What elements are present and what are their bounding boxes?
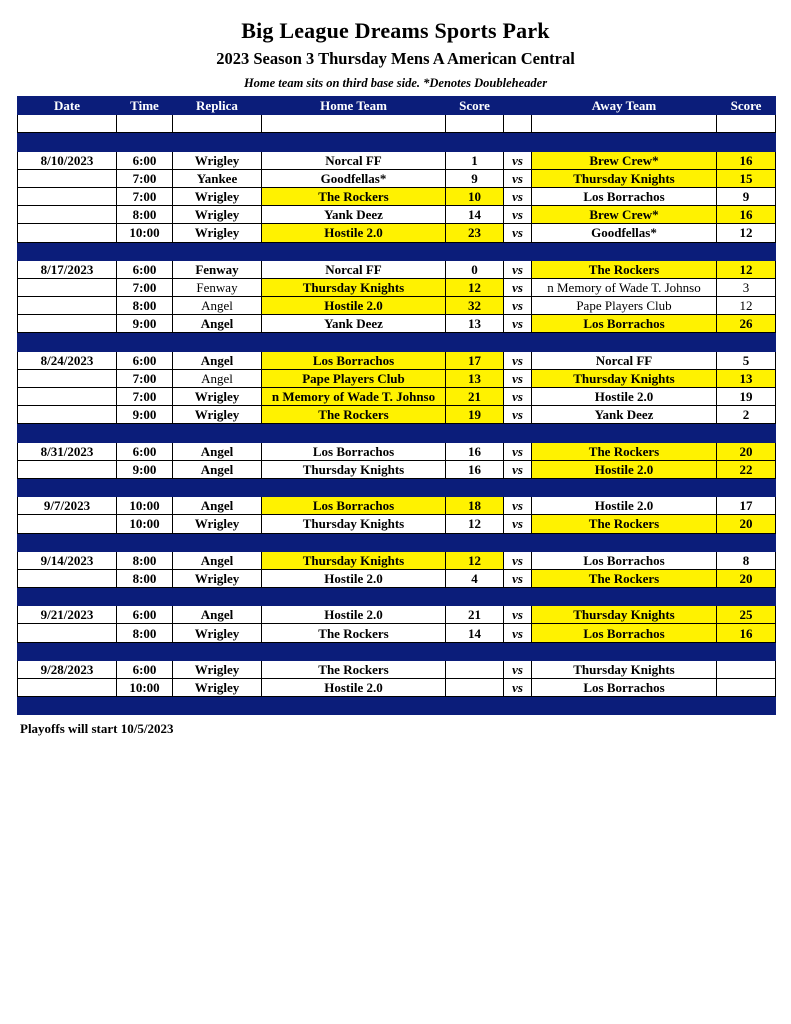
away-score: 15: [717, 169, 776, 187]
game-replica: Angel: [173, 351, 262, 369]
game-date: 8/31/2023: [18, 442, 117, 460]
away-score: 16: [717, 206, 776, 224]
away-score: 20: [717, 569, 776, 587]
away-team: Goodfellas*: [532, 224, 717, 242]
vs-label: vs: [504, 606, 532, 624]
separator-row: [18, 588, 776, 606]
game-row: [18, 497, 776, 515]
game-time: 6:00: [117, 151, 173, 169]
home-score: 21: [446, 606, 504, 624]
vs-label: vs: [504, 660, 532, 678]
away-team: Thursday Knights: [532, 169, 717, 187]
away-score: [717, 679, 776, 697]
game-row: [18, 460, 776, 478]
game-row: [18, 151, 776, 169]
game-date-empty: [18, 369, 117, 387]
game-time: 8:00: [117, 551, 173, 569]
home-team: Pape Players Club: [262, 369, 446, 387]
header-home-score: Score: [446, 97, 504, 115]
separator-row: [18, 424, 776, 442]
home-team: Yank Deez: [262, 206, 446, 224]
game-time: 6:00: [117, 660, 173, 678]
game-replica: Wrigley: [173, 624, 262, 642]
home-score: 12: [446, 515, 504, 533]
game-date: 9/21/2023: [18, 606, 117, 624]
away-team: Brew Crew*: [532, 151, 717, 169]
game-date: 9/28/2023: [18, 660, 117, 678]
game-replica: Wrigley: [173, 660, 262, 678]
home-score: 18: [446, 497, 504, 515]
vs-label: vs: [504, 388, 532, 406]
away-score: 2: [717, 406, 776, 424]
home-score: [446, 679, 504, 697]
away-team: Los Borrachos: [532, 187, 717, 205]
game-time: 10:00: [117, 224, 173, 242]
game-row: [18, 169, 776, 187]
away-score: 16: [717, 151, 776, 169]
home-team: The Rockers: [262, 187, 446, 205]
away-team: Norcal FF: [532, 351, 717, 369]
game-date-empty: [18, 278, 117, 296]
home-team: n Memory of Wade T. Johnso: [262, 388, 446, 406]
vs-label: vs: [504, 260, 532, 278]
home-score: 12: [446, 278, 504, 296]
vs-label: vs: [504, 515, 532, 533]
game-replica: Fenway: [173, 260, 262, 278]
home-team: Goodfellas*: [262, 169, 446, 187]
home-team: Thursday Knights: [262, 278, 446, 296]
home-team: Thursday Knights: [262, 460, 446, 478]
header-home-team: Home Team: [262, 97, 446, 115]
game-date-empty: [18, 460, 117, 478]
game-date: 9/7/2023: [18, 497, 117, 515]
game-replica: Wrigley: [173, 515, 262, 533]
game-time: 6:00: [117, 442, 173, 460]
away-team: Yank Deez: [532, 406, 717, 424]
game-replica: Wrigley: [173, 569, 262, 587]
separator-row: [18, 478, 776, 496]
game-replica: Wrigley: [173, 206, 262, 224]
home-score: 32: [446, 297, 504, 315]
vs-label: vs: [504, 406, 532, 424]
home-team: The Rockers: [262, 406, 446, 424]
home-score: [446, 660, 504, 678]
home-team: Hostile 2.0: [262, 606, 446, 624]
game-date-empty: [18, 224, 117, 242]
away-team: n Memory of Wade T. Johnso: [532, 278, 717, 296]
game-date: 9/14/2023: [18, 551, 117, 569]
away-score: 12: [717, 260, 776, 278]
game-row: [18, 278, 776, 296]
away-score: 3: [717, 278, 776, 296]
game-time: 7:00: [117, 278, 173, 296]
header-date: Date: [18, 97, 117, 115]
home-score: 9: [446, 169, 504, 187]
game-time: 6:00: [117, 606, 173, 624]
game-replica: Wrigley: [173, 151, 262, 169]
vs-label: vs: [504, 497, 532, 515]
game-replica: Angel: [173, 606, 262, 624]
schedule-table: [17, 96, 776, 715]
away-score: 19: [717, 388, 776, 406]
game-replica: Angel: [173, 369, 262, 387]
home-score: 17: [446, 351, 504, 369]
game-date: 8/10/2023: [18, 151, 117, 169]
home-team: Los Borrachos: [262, 442, 446, 460]
page-subtitle: 2023 Season 3 Thursday Mens A American Central: [216, 49, 575, 68]
away-score: 17: [717, 497, 776, 515]
header-away-team: Away Team: [532, 97, 717, 115]
game-row: [18, 442, 776, 460]
separator-row: [18, 133, 776, 151]
home-score: 19: [446, 406, 504, 424]
game-date-empty: [18, 624, 117, 642]
game-time: 10:00: [117, 679, 173, 697]
home-score: 13: [446, 315, 504, 333]
game-row: [18, 351, 776, 369]
away-score: 16: [717, 624, 776, 642]
page-title: Big League Dreams Sports Park: [241, 18, 550, 43]
game-row: [18, 406, 776, 424]
home-score: 21: [446, 388, 504, 406]
game-time: 8:00: [117, 569, 173, 587]
blank-row: [18, 115, 776, 133]
away-team: Thursday Knights: [532, 660, 717, 678]
game-date-empty: [18, 206, 117, 224]
game-row: [18, 606, 776, 624]
home-score: 14: [446, 206, 504, 224]
game-replica: Wrigley: [173, 406, 262, 424]
game-date-empty: [18, 388, 117, 406]
game-replica: Wrigley: [173, 187, 262, 205]
game-time: 9:00: [117, 460, 173, 478]
header-away-score: Score: [717, 97, 776, 115]
home-team: Norcal FF: [262, 260, 446, 278]
game-time: 7:00: [117, 169, 173, 187]
away-team: Los Borrachos: [532, 624, 717, 642]
game-row: [18, 569, 776, 587]
game-replica: Wrigley: [173, 224, 262, 242]
game-replica: Angel: [173, 315, 262, 333]
separator-row: [18, 642, 776, 660]
home-score: 4: [446, 569, 504, 587]
away-team: Los Borrachos: [532, 551, 717, 569]
away-score: 5: [717, 351, 776, 369]
game-row: [18, 206, 776, 224]
vs-label: vs: [504, 169, 532, 187]
away-team: Thursday Knights: [532, 369, 717, 387]
game-date-empty: [18, 569, 117, 587]
home-team: Hostile 2.0: [262, 569, 446, 587]
schedule-note: Home team sits on third base side. *Denotes Doubleheader: [243, 76, 548, 90]
vs-label: vs: [504, 187, 532, 205]
game-replica: Angel: [173, 442, 262, 460]
home-team: Hostile 2.0: [262, 679, 446, 697]
game-time: 6:00: [117, 260, 173, 278]
home-team: Los Borrachos: [262, 351, 446, 369]
home-team: Los Borrachos: [262, 497, 446, 515]
home-score: 23: [446, 224, 504, 242]
game-time: 6:00: [117, 351, 173, 369]
game-date-empty: [18, 297, 117, 315]
home-team: The Rockers: [262, 624, 446, 642]
home-score: 16: [446, 460, 504, 478]
away-score: 12: [717, 297, 776, 315]
away-team: Hostile 2.0: [532, 497, 717, 515]
home-team: Yank Deez: [262, 315, 446, 333]
vs-label: vs: [504, 351, 532, 369]
game-row: [18, 260, 776, 278]
home-team: The Rockers: [262, 660, 446, 678]
home-score: 13: [446, 369, 504, 387]
game-time: 10:00: [117, 497, 173, 515]
game-date-empty: [18, 187, 117, 205]
game-row: [18, 297, 776, 315]
game-time: 7:00: [117, 369, 173, 387]
game-replica: Wrigley: [173, 679, 262, 697]
away-team: Hostile 2.0: [532, 388, 717, 406]
game-date-empty: [18, 679, 117, 697]
game-row: [18, 515, 776, 533]
game-row: [18, 187, 776, 205]
game-time: 9:00: [117, 315, 173, 333]
vs-label: vs: [504, 315, 532, 333]
away-team: The Rockers: [532, 515, 717, 533]
home-score: 0: [446, 260, 504, 278]
game-replica: Fenway: [173, 278, 262, 296]
game-row: [18, 551, 776, 569]
separator-row: [18, 697, 776, 715]
away-score: 25: [717, 606, 776, 624]
game-replica: Angel: [173, 551, 262, 569]
game-time: 9:00: [117, 406, 173, 424]
away-team: Pape Players Club: [532, 297, 717, 315]
away-team: The Rockers: [532, 442, 717, 460]
vs-label: vs: [504, 151, 532, 169]
vs-label: vs: [504, 224, 532, 242]
header-time: Time: [117, 97, 173, 115]
game-replica: Yankee: [173, 169, 262, 187]
vs-label: vs: [504, 297, 532, 315]
home-score: 10: [446, 187, 504, 205]
table-header-row: [18, 97, 776, 115]
away-score: [717, 660, 776, 678]
separator-row: [18, 242, 776, 260]
home-score: 14: [446, 624, 504, 642]
game-date: 8/24/2023: [18, 351, 117, 369]
game-replica: Angel: [173, 460, 262, 478]
game-date-empty: [18, 315, 117, 333]
vs-label: vs: [504, 569, 532, 587]
game-time: 8:00: [117, 624, 173, 642]
away-score: 22: [717, 460, 776, 478]
away-score: 9: [717, 187, 776, 205]
away-score: 8: [717, 551, 776, 569]
vs-label: vs: [504, 679, 532, 697]
game-row: [18, 624, 776, 642]
away-score: 12: [717, 224, 776, 242]
away-score: 13: [717, 369, 776, 387]
home-team: Norcal FF: [262, 151, 446, 169]
home-score: 12: [446, 551, 504, 569]
vs-label: vs: [504, 278, 532, 296]
away-team: Hostile 2.0: [532, 460, 717, 478]
home-score: 1: [446, 151, 504, 169]
game-replica: Angel: [173, 297, 262, 315]
away-team: Brew Crew*: [532, 206, 717, 224]
away-team: The Rockers: [532, 260, 717, 278]
separator-row: [18, 533, 776, 551]
header-replica: Replica: [173, 97, 262, 115]
separator-row: [18, 333, 776, 351]
game-date-empty: [18, 515, 117, 533]
home-score: 16: [446, 442, 504, 460]
game-row: [18, 224, 776, 242]
game-time: 8:00: [117, 297, 173, 315]
away-score: 20: [717, 515, 776, 533]
game-row: [18, 369, 776, 387]
vs-label: vs: [504, 460, 532, 478]
game-date-empty: [18, 406, 117, 424]
away-score: 20: [717, 442, 776, 460]
header-vs: [504, 97, 532, 115]
vs-label: vs: [504, 624, 532, 642]
vs-label: vs: [504, 206, 532, 224]
game-row: [18, 679, 776, 697]
vs-label: vs: [504, 369, 532, 387]
game-time: 7:00: [117, 388, 173, 406]
away-team: Los Borrachos: [532, 679, 717, 697]
away-team: Los Borrachos: [532, 315, 717, 333]
game-date-empty: [18, 169, 117, 187]
game-replica: Wrigley: [173, 388, 262, 406]
vs-label: vs: [504, 442, 532, 460]
game-time: 10:00: [117, 515, 173, 533]
game-row: [18, 660, 776, 678]
game-row: [18, 315, 776, 333]
away-team: The Rockers: [532, 569, 717, 587]
home-team: Thursday Knights: [262, 551, 446, 569]
home-team: Hostile 2.0: [262, 297, 446, 315]
game-row: [18, 388, 776, 406]
home-team: Hostile 2.0: [262, 224, 446, 242]
game-time: 8:00: [117, 206, 173, 224]
vs-label: vs: [504, 551, 532, 569]
playoffs-note: Playoffs will start 10/5/2023: [20, 721, 174, 736]
game-replica: Angel: [173, 497, 262, 515]
home-team: Thursday Knights: [262, 515, 446, 533]
game-date: 8/17/2023: [18, 260, 117, 278]
away-team: Thursday Knights: [532, 606, 717, 624]
away-score: 26: [717, 315, 776, 333]
game-time: 7:00: [117, 187, 173, 205]
